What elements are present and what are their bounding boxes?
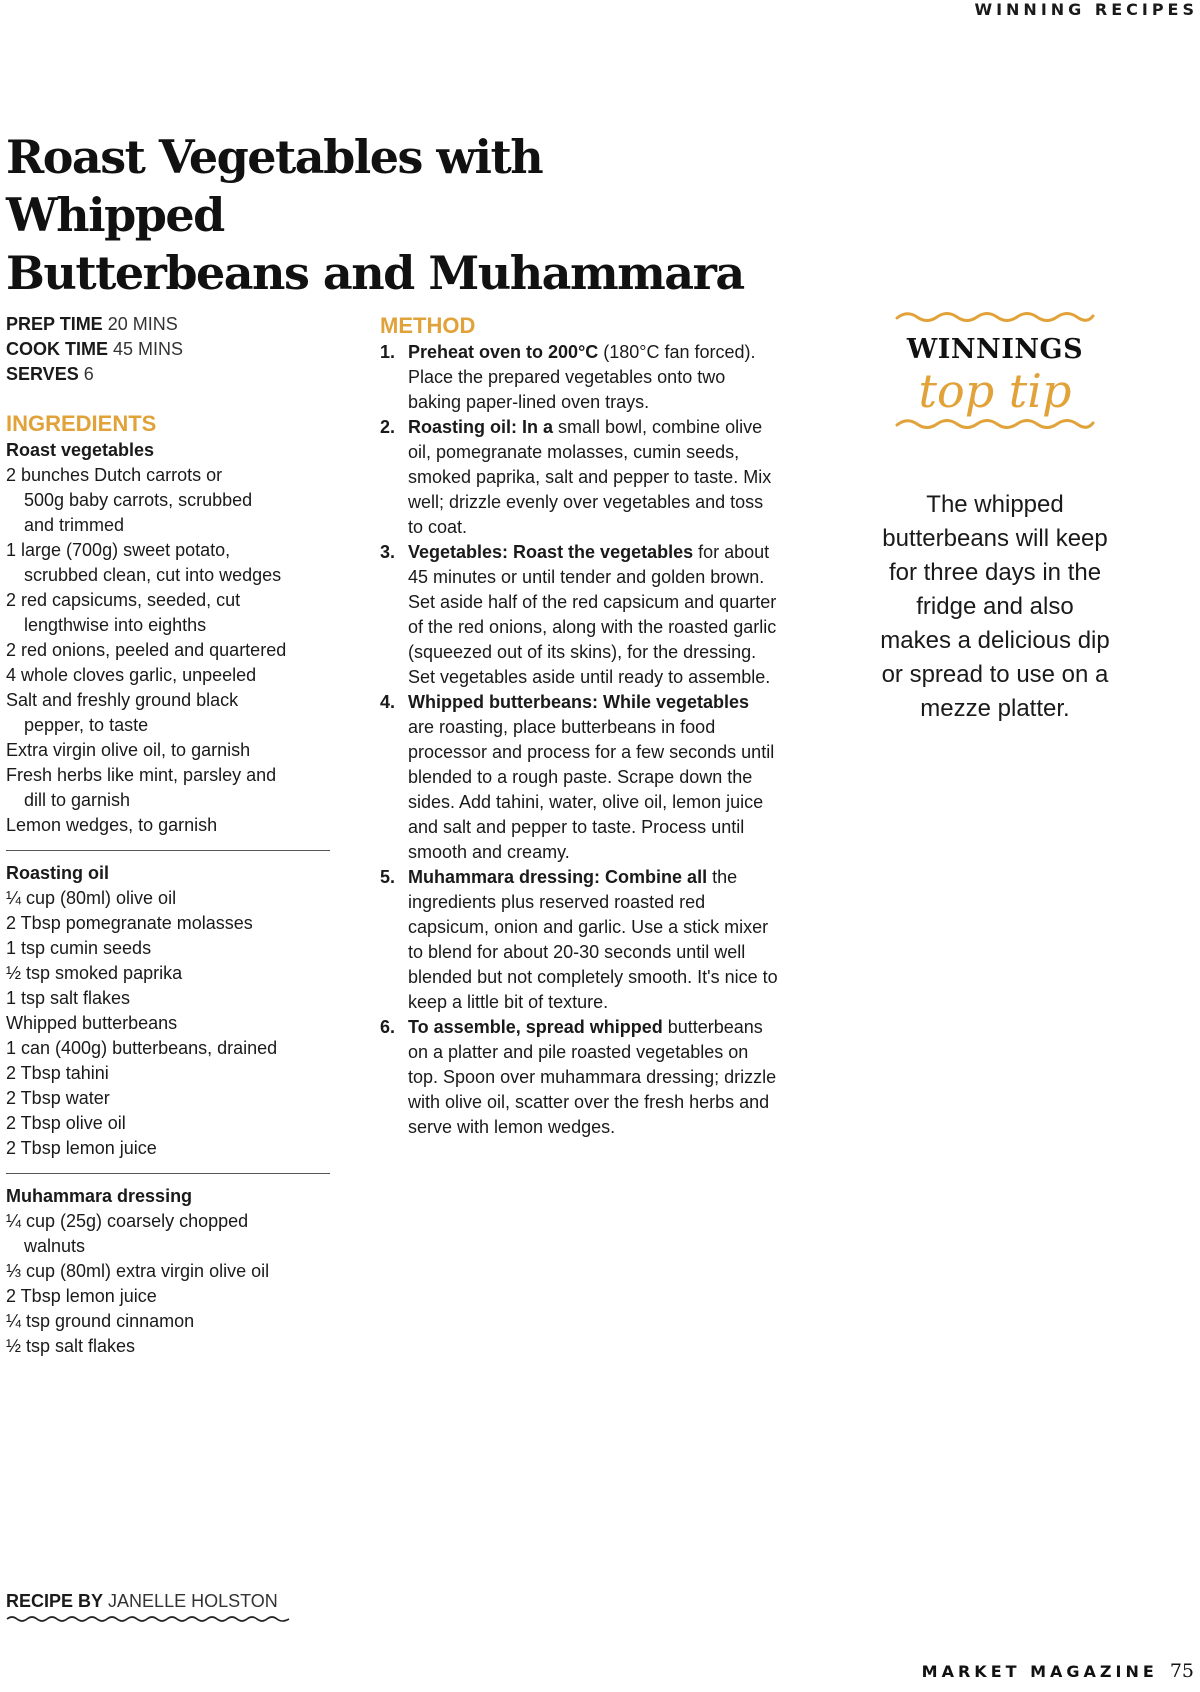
method-heading: METHOD [380,313,476,338]
whipped-butterbeans-list [6,1036,336,1161]
ingredient-line: Salt and freshly ground black [6,690,239,710]
step-lead: Roasting oil: In a [408,417,554,437]
ingredient-line: dill to garnish [24,790,131,810]
ingredient-line: 2 red capsicums, seeded, cut [6,590,241,610]
step-number: 1. [380,342,396,362]
roasting-oil-title: Roasting oil [6,863,109,883]
ingredient-line: walnuts [24,1236,86,1256]
recipe-meta [6,312,183,387]
step-text: (180°C fan forced). Place the prepared vegetables onto two baking paper-lined oven trays. [408,342,756,412]
step-number: 4. [380,692,396,712]
recipe-title [6,128,766,302]
step-number: 2. [380,417,396,437]
step-lead: Vegetables: Roast the vegetables [408,542,694,562]
top-tip-badge [895,310,1095,431]
publication-name: MARKET MAGAZINE [921,1662,1158,1681]
step-number: 6. [380,1017,396,1037]
ingredient-line: 1 tsp salt flakes [6,988,131,1008]
section-label: WINNING RECIPES [974,0,1198,19]
ingredient-line: 2 Tbsp olive oil [6,1113,126,1133]
method-step [380,690,780,865]
ingredient-line: 2 Tbsp tahini [6,1063,109,1083]
title-line-1: Roast Vegetables with Whipped [6,130,543,242]
method-steps [380,340,780,1140]
method-step [380,340,780,415]
muhammara-list [6,1209,336,1359]
ingredient-line: 500g baby carrots, scrubbed [24,490,253,510]
page-footer [922,1660,1194,1682]
ingredients-column [6,410,336,1359]
ingredient-line: and trimmed [24,515,125,535]
tip-brand: WINNINGS [906,334,1084,365]
credit-wave-underline [6,1614,290,1624]
step-number: 5. [380,867,396,887]
method-step [380,540,780,690]
roast-vegetables-title: Roast vegetables [6,440,155,460]
ingredient-line: ¼ cup (25g) coarsely chopped [6,1211,249,1231]
ingredient-line: 4 whole cloves garlic, unpeeled [6,665,257,685]
ingredient-line: 1 large (700g) sweet potato, [6,540,231,560]
method-column [380,312,780,1140]
muhammara-title: Muhammara dressing [6,1186,193,1206]
ingredient-line: ½ tsp salt flakes [6,1336,136,1356]
step-lead: To assemble, spread whipped [408,1017,663,1037]
method-step [380,1015,780,1140]
ingredient-line: ⅓ cup (80ml) extra virgin olive oil [6,1261,270,1281]
step-text: for about 45 minutes or until tender and golden brown. Set aside half of the red capsicum and quarter of the red onions, along with the roasted garlic (squeezed out of its skins), for the dressing. Set vegetables aside until ready to assemble. [408,542,777,687]
step-text: the ingredients plus reserved roasted red capsicum, onion and garlic. Use a stick mixer to blend for about 20-30 seconds until well blended but not completely smooth. It's nice to keep a little bit of texture. [408,867,778,1012]
step-lead: Muhammara dressing: Combine all [408,867,708,887]
ingredient-line: 1 tsp cumin seeds [6,938,152,958]
method-step [380,865,780,1015]
step-text: butterbeans on a platter and pile roasted vegetables on top. Spoon over muhammara dressing; drizzle with olive oil, scatter over the fresh herbs and serve with lemon wedges. [408,1017,777,1137]
ingredient-line: Lemon wedges, to garnish [6,815,218,835]
ingredient-line: 2 Tbsp lemon juice [6,1138,157,1158]
ingredient-line: ¼ cup (80ml) olive oil [6,888,177,908]
ingredient-line: 2 red onions, peeled and quartered [6,640,287,660]
ingredient-line: scrubbed clean, cut into wedges [24,565,282,585]
divider [6,1173,330,1174]
ingredient-line: 2 Tbsp pomegranate molasses [6,913,253,933]
ingredient-line: pepper, to taste [24,715,149,735]
wave-divider-bottom [895,417,1095,431]
tip-text: The whipped butterbeans will keep for three days in the fridge and also makes a delicious dip or spread to use on a mezze platter. [880,491,1110,722]
step-number: 3. [380,542,396,562]
prep-time: PREP TIME 20 MINS [6,314,178,334]
ingredient-line: Fresh herbs like mint, parsley and [6,765,277,785]
step-lead: Whipped butterbeans: While vegetables [408,692,750,712]
ingredient-line: 2 Tbsp lemon juice [6,1286,157,1306]
whipped-butterbeans-title: Whipped butterbeans [6,1013,178,1033]
cook-time: COOK TIME 45 MINS [6,339,184,359]
roasting-oil-list [6,886,336,1011]
roast-vegetables-list [6,463,336,838]
credit-label: RECIPE BY [6,1591,104,1611]
step-text: are roasting, place butterbeans in food processor and process for a few seconds until blended to a rough paste. Scrape down the sides. Add tahini, water, olive oil, lemon juice and salt and pepper to taste. Process until smooth and creamy. [408,717,775,862]
ingredient-line: 2 Tbsp water [6,1088,110,1108]
ingredient-line: ½ tsp smoked paprika [6,963,183,983]
tip-script: top tip [918,364,1072,418]
ingredient-line: lengthwise into eighths [24,615,207,635]
ingredient-line: ¼ tsp ground cinnamon [6,1311,195,1331]
ingredients-heading: INGREDIENTS [6,411,157,436]
page-number: 75 [1169,1660,1194,1682]
credit-name: JANELLE HOLSTON [108,1591,278,1611]
ingredient-line: 2 bunches Dutch carrots or [6,465,223,485]
recipe-credit [6,1590,290,1624]
divider [6,850,330,851]
ingredient-line: Extra virgin olive oil, to garnish [6,740,251,760]
title-line-2: Butterbeans and Muhammara [6,246,744,300]
method-step [380,415,780,540]
step-lead: Preheat oven to 200°C [408,342,599,362]
ingredient-line: 1 can (400g) butterbeans, drained [6,1038,278,1058]
step-text: small bowl, combine olive oil, pomegranate molasses, cumin seeds, smoked paprika, salt and pepper to taste. Mix well; drizzle evenly over vegetables and toss to coat. [408,417,772,537]
serves: SERVES 6 [6,364,94,384]
wave-divider-top [895,310,1095,324]
